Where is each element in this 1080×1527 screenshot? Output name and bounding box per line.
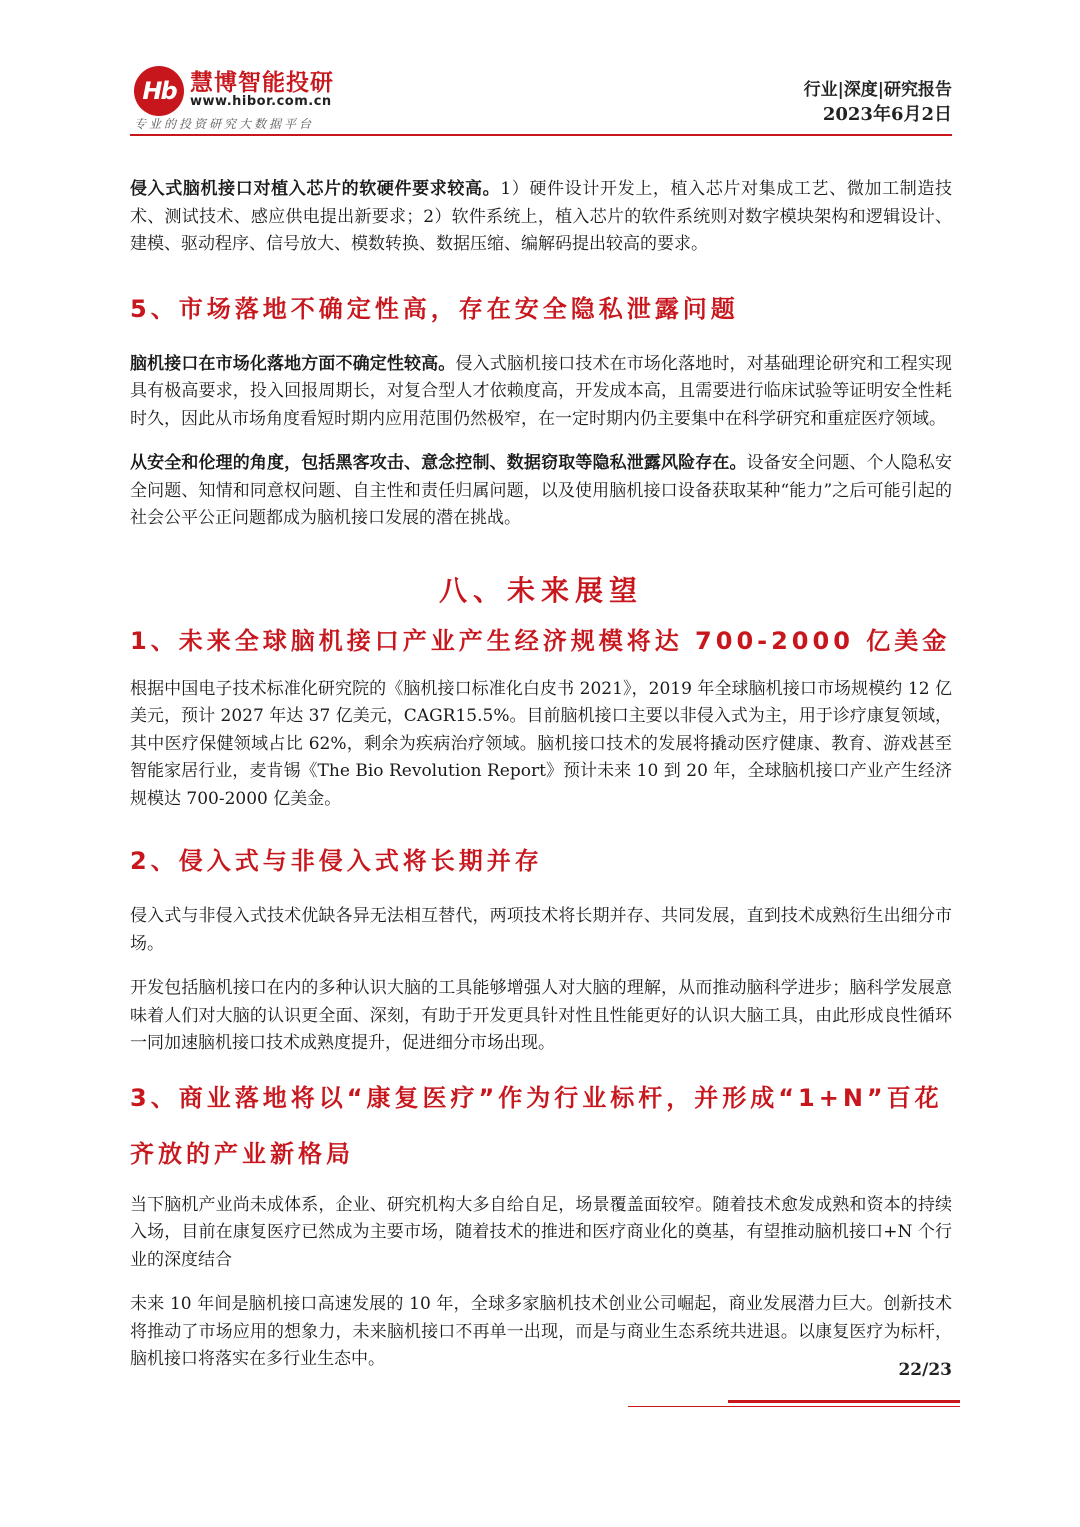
paragraph-market-size: 根据中国电子技术标准化研究院的《脑机接口标准化白皮书 2021》，2019 年全球脑机接口市场规模约 12 亿美元，预计 2027 年达 37 亿美元，CAGR15.5%。目前脑机接口主要以非侵入式为主，用于诊疗康复领域，其中医疗保健领域占比 62%，剩余为疾病治疗领域。脑机接口技术的发展将撬动医疗健康、教育、游戏甚至智能家居行业，麦肯锡《The Bio Revolution Report》预计未来 10 到 20 年，全球脑机接口产业产生经济规模达 700-2000 亿美金。 — [130, 678, 952, 809]
paragraph-market-uncertainty — [130, 351, 952, 434]
section-heading-8-2: 2、侵入式与非侵入式将长期并存 — [130, 847, 543, 875]
paragraph-next-decade: 未来 10 年间是脑机接口高速发展的 10 年，全球多家脑机技术创业公司崛起，商业发展潜力巨大。创新技术将推动了市场应用的想象力，未来脑机接口不再单一出现，而是与商业生态系统共进退。以康复医疗为标杆，脑机接口将落实在多行业生态中。 — [130, 1294, 952, 1369]
paragraph-virtuous-cycle: 开发包括脑机接口在内的多种认识大脑的工具能够增强人对大脑的理解，从而推动脑科学进步；脑科学发展意味着人们对大脑的认识更全面、深刻，有助于开发更具针对性且性能更好的认识大脑工具，由此形成良性循环一同加速脑机接口技术成熟度提升，促进细分市场出现。 — [130, 978, 952, 1053]
chapter-heading-future-outlook: 八、未来展望 — [438, 573, 643, 607]
paragraph-lead: 脑机接口在市场化落地方面不确定性较高。 — [130, 353, 456, 374]
paragraph-text: 设备安全问题、个人隐私安全问题、知情和同意权问题、自主性和责任归属问题，以及使用脑机接口设备获取某种“能力”之后可能引起的社会公平公正问题都成为脑机接口发展的潜在挑战。 — [130, 453, 953, 528]
report-date: 2023年6月2日 — [822, 104, 952, 125]
logo-slogan: 专业的投资研究大数据平台 — [134, 117, 315, 131]
logo-url: www.hibor.com.cn — [190, 94, 332, 109]
page-number: 22/23 — [898, 1360, 952, 1380]
paragraph-chip-requirements — [130, 176, 952, 259]
logo-brand-name: 慧博智能投研 — [190, 70, 334, 96]
footer-divider — [728, 1400, 960, 1403]
header-meta — [804, 78, 952, 128]
paragraph-text: 侵入式脑机接口技术在市场化落地时，对基础理论研究和工程实现具有极高要求，投入回报周期长，对复合型人才依赖度高，开发成本高，且需要进行临床试验等证明安全性耗时久，因此从市场角度看短时期内应用范围仍然极窄，在一定时期内仍主要集中在科学研究和重症医疗领域。 — [130, 353, 953, 429]
section-heading-8-3: 3、商业落地将以“康复医疗”作为行业标杆，并形成“1+N”百花齐放的产业新格局 — [130, 1083, 943, 1168]
page-content — [130, 176, 952, 1374]
paragraph-industry-landscape: 当下脑机产业尚未成体系，企业、研究机构大多自给自足，场景覆盖面较窄。随着技术愈发成熟和资本的持续入场，目前在康复医疗已然成为主要市场，随着技术的推进和医疗商业化的奠基，有望推动脑机接口+N 个行业的深度结合 — [130, 1194, 952, 1270]
footer-divider-thin — [628, 1406, 960, 1407]
page-header — [130, 64, 952, 134]
section-heading-5: 5、市场落地不确定性高，存在安全隐私泄露问题 — [130, 294, 739, 323]
paragraph-lead: 侵入式脑机接口对植入芯片的软硬件要求较高。 — [130, 179, 501, 199]
paragraph-security-ethics — [130, 450, 952, 533]
hibor-logo-icon: Hb — [134, 66, 184, 116]
paragraph-coexistence: 侵入式与非侵入式技术优缺各异无法相互替代，两项技术将长期并存、共同发展，直到技术成熟衍生出细分市场。 — [130, 906, 952, 954]
section-heading-8-1: 1、未来全球脑机接口产业产生经济规模将达 700-2000 亿美金 — [130, 626, 951, 655]
paragraph-text: 1）硬件设计开发上，植入芯片对集成工艺、微加工制造技术、测试技术、感应供电提出新要求；2）软件系统上，植入芯片的软件系统则对数字模块架构和逻辑设计、建模、驱动程序、信号放大、模数转换、数据压缩、编解码提出较高的要求。 — [130, 179, 952, 254]
paragraph-lead: 从安全和伦理的角度，包括黑客攻击、意念控制、数据窃取等隐私泄露风险存在。 — [130, 453, 747, 473]
header-divider — [130, 134, 952, 136]
report-type: 行业|深度|研究报告 — [803, 80, 952, 100]
